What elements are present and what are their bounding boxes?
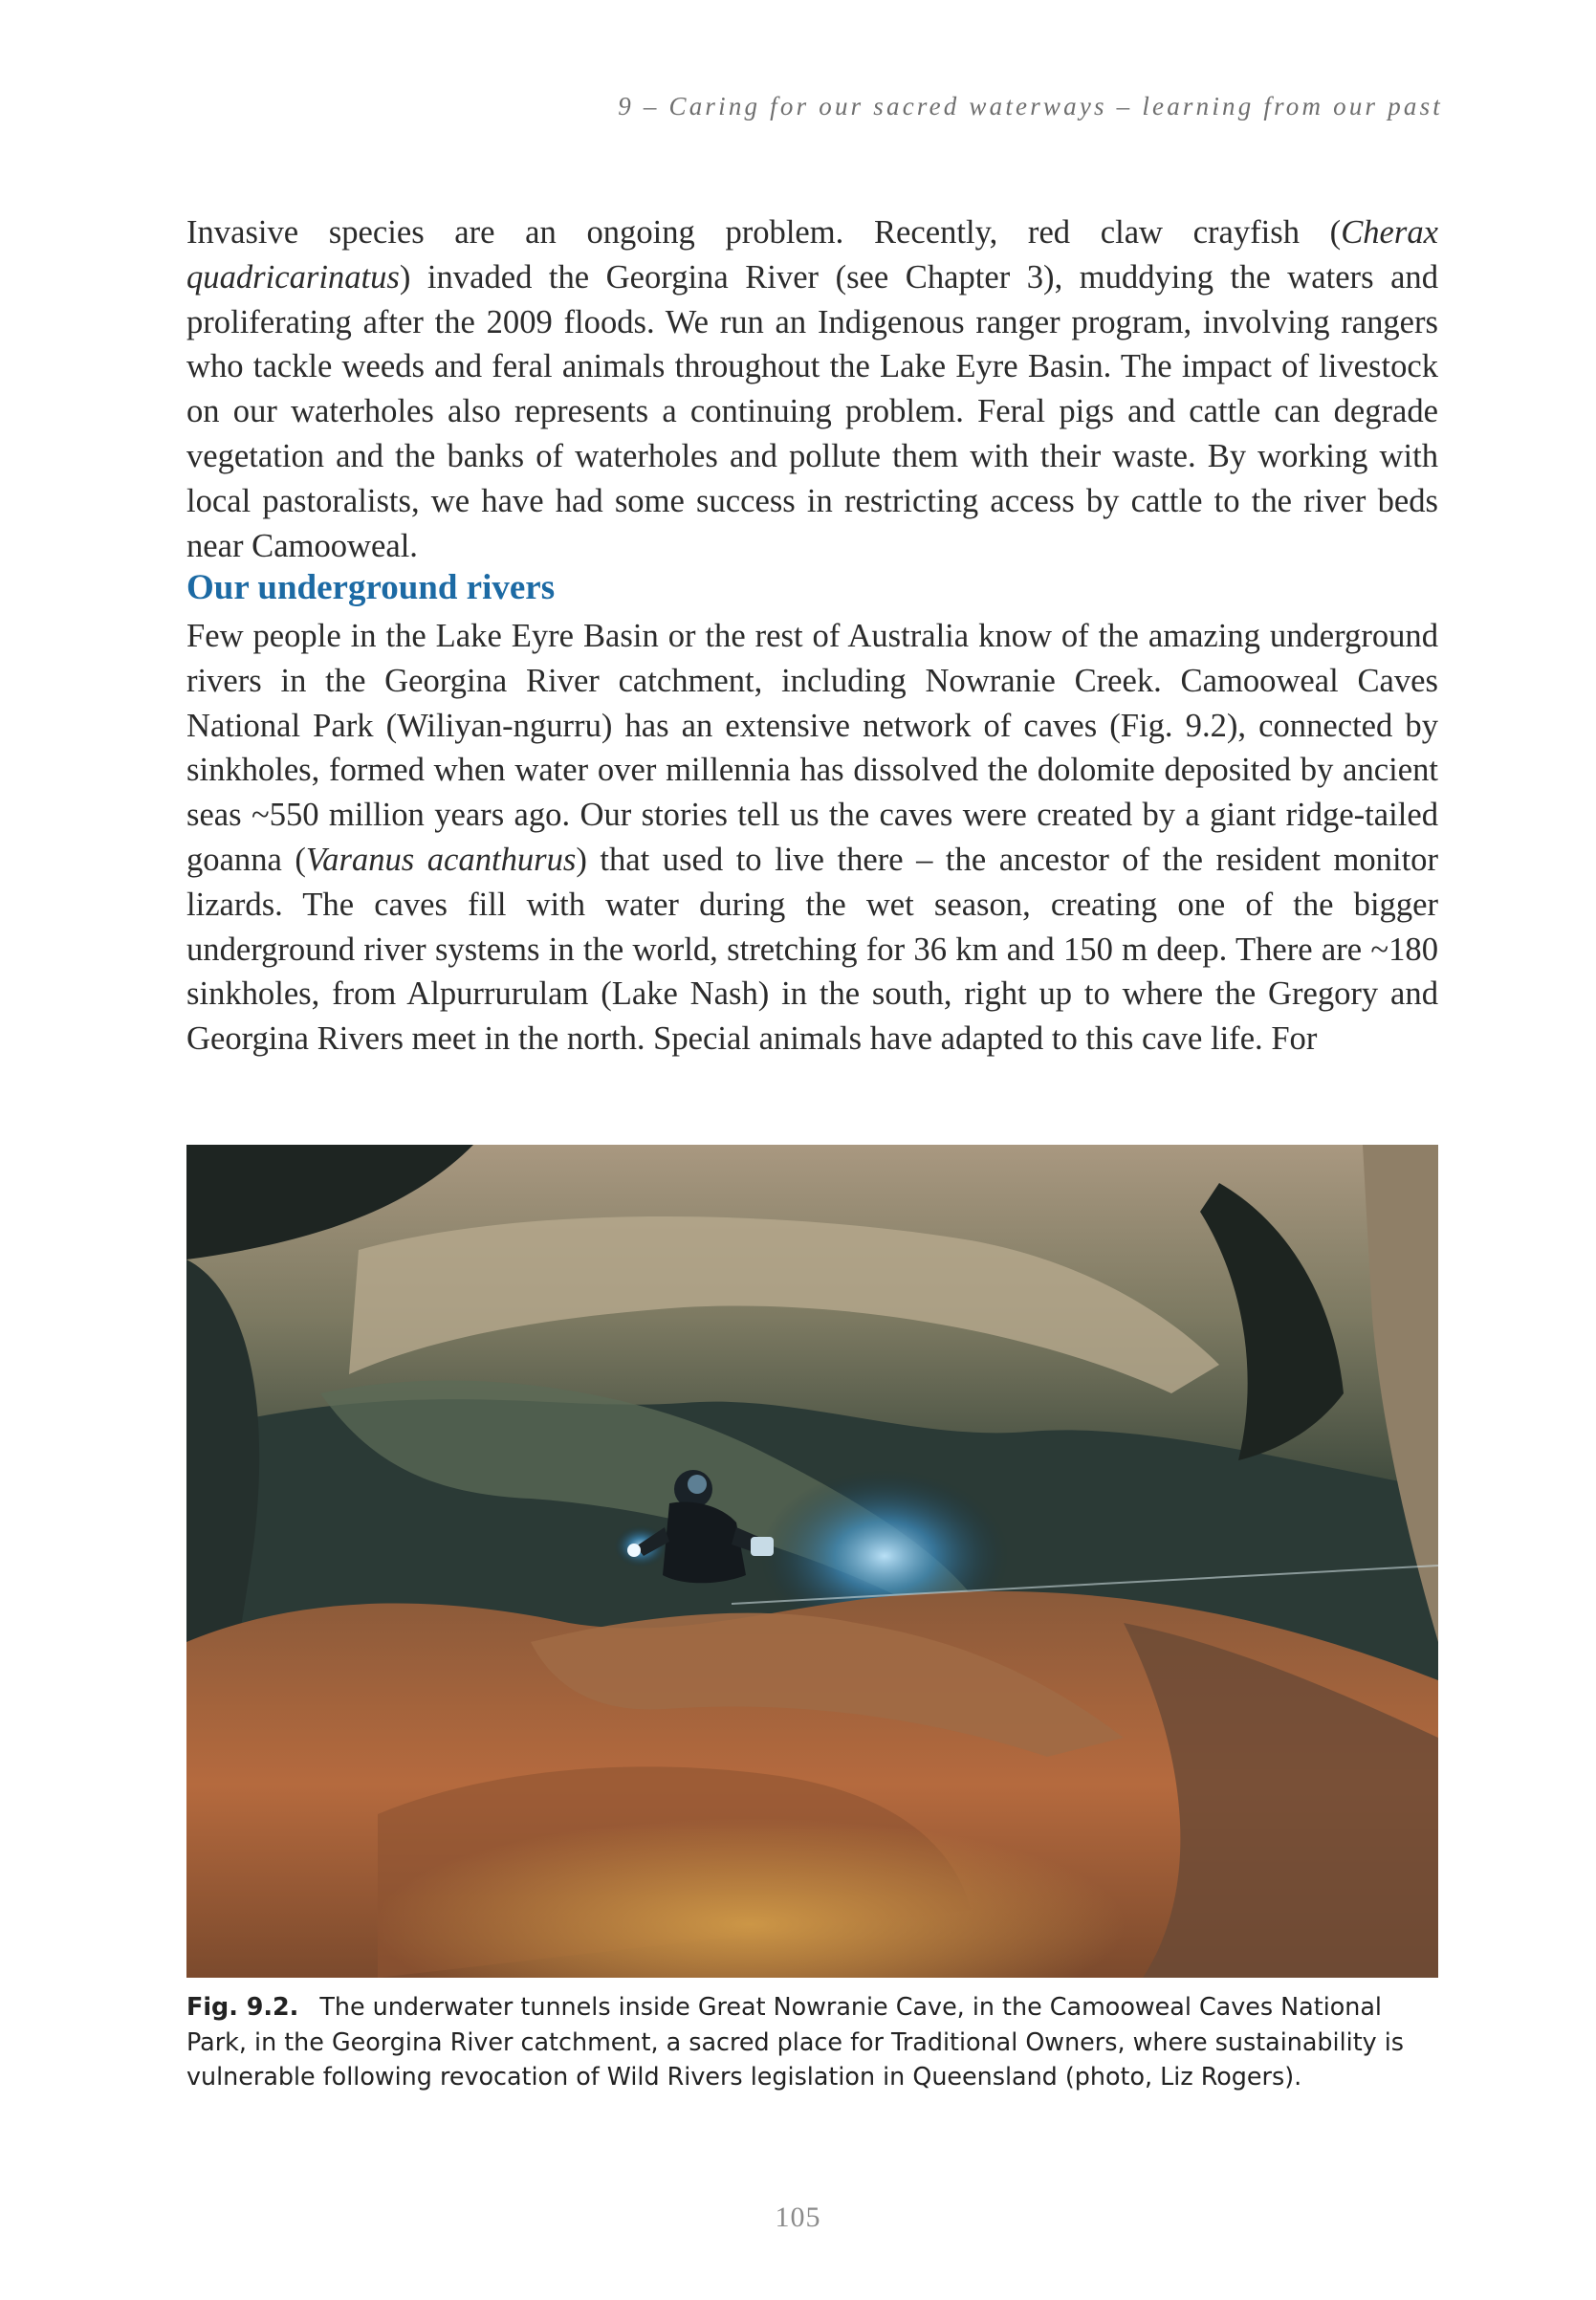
para2-text-b: ) that used to live there – the ancestor of the resident monitor lizards. The caves fill with water during the wet season, creating one of the bigger underground river systems in the world, stretching for 36 km and 150 m deep. There are ~180 sinkholes, from Alpurrurulam (Lake Nash) in the south, right up to where the Gregory and Georgina Rivers meet in the north. Special animals have adapted to this cave life. For bbox=[186, 841, 1438, 1058]
section-heading: Our underground rivers bbox=[186, 568, 556, 607]
para2-text-a: Few people in the Lake Eyre Basin or the rest of Australia know of the amazing underground rivers in the Georgina River catchment, including Nowranie Creek. Camooweal Caves National Park (Wiliyan-ngurru) has an extensive network of caves (Fig. 9.2), connected by sinkholes, formed when water over millennia has dissolved the dolomite deposited by ancient seas ~550 million years ago. Our stories tell us the caves were created by a giant ridge-tailed goanna ( bbox=[186, 618, 1438, 878]
body-paragraph-1 bbox=[186, 210, 1438, 568]
body-paragraph-2 bbox=[186, 614, 1438, 1062]
figure-caption-text: The underwater tunnels inside Great Nowranie Cave, in the Camooweal Caves National Park, in the Georgina River catchment, a sacred place for Traditional Owners, where sustainability is vulnerable following revocation of Wild Rivers legislation in Queensland (photo, Liz Rogers). bbox=[186, 1992, 1405, 2091]
page-number: 105 bbox=[775, 2201, 821, 2233]
cave-diver-photo bbox=[186, 1145, 1438, 1978]
para1-text-b: ) invaded the Georgina River (see Chapter 3), muddying the waters and proliferating after the 2009 floods. We run an Indigenous ranger program, involving rangers who tackle weeds and feral animals throughout the Lake Eyre Basin. The impact of livestock on our waterholes also represents a continuing problem. Feral pigs and cattle can degrade vegetation and the banks of waterholes and pollute them with their waste. By working with local pastoralists, we have had some success in restricting access by cattle to the river beds near Camooweal. bbox=[186, 258, 1438, 564]
para1-text-a: Invasive species are an ongoing problem. Recently, red claw crayfish ( bbox=[186, 214, 1342, 251]
running-header: 9 – Caring for our sacred waterways – learning from our past bbox=[618, 92, 1443, 120]
figure-caption bbox=[186, 1989, 1449, 2094]
para2-species-name: Varanus acanthurus bbox=[305, 841, 577, 878]
para1-species-name: Cherax quadricarinatus bbox=[186, 214, 1438, 296]
figure-label: Fig. 9.2. bbox=[186, 1992, 299, 2021]
